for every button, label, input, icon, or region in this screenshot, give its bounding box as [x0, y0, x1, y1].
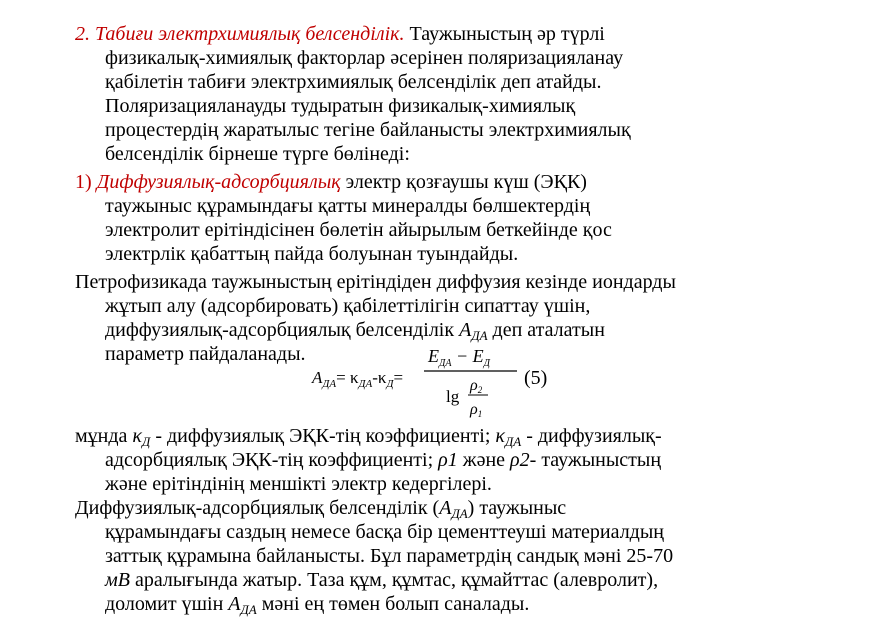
paragraph-3-line-4: параметр пайдаланады. — [105, 343, 306, 365]
svg-text:AДА= κДА-κД=: $A_{ДА}= \kappa_{ДА}-\kappa_Д=$ — [312, 368, 404, 390]
paragraph-3-line-2: жұтып алу (адсорбировать) қабілеттілігін сипаттау үшін, — [105, 295, 591, 317]
svg-text:ρ2: ρ2 — [470, 377, 483, 395]
formula-lg: lg — [446, 387, 460, 406]
paragraph-2-line-2: таужыныс құрамындағы қатты минералды бөлшектердің — [105, 195, 591, 217]
formula-numerator-E1: E — [428, 346, 439, 366]
paragraph-5-line-5: доломит үшін $A_{ДА}$ мәні ең төмен болып саналады. — [105, 593, 530, 617]
paragraph-1-line-3: қабілетін табиғи электрхимиялық белсенділік деп атайды. — [105, 71, 602, 93]
paragraph-1-line-2: физикалық-химиялық факторлар әсерінен поляризацияланау — [105, 47, 624, 69]
term-diffusion-adsorption: Диффузиялық-адсорбциялық — [96, 171, 341, 193]
formula-rho1: ρ — [470, 401, 478, 418]
paragraph-5-line-3: заттық құрамына байланысты. Бұл параметрдің сандық мәні 25-70 — [105, 545, 674, 567]
symbol-A: A — [459, 319, 472, 341]
formula-5 — [312, 346, 572, 418]
paragraph-2-line-3: электролит ерітіндісінен бөлетін айырылым беткейінде қос — [105, 219, 612, 241]
svg-text:ρ1: ρ1 — [470, 401, 483, 419]
paragraph-4-line-2: адсорбциялық ЭҚК-тің коэффициенті; ρ1 және ρ2- таужыныстың — [105, 449, 662, 471]
formula-lhs-A: A — [312, 368, 323, 387]
paragraph-2-line-1: 1) Диффузиялық-адсорбциялық электр қозғаушы күш (ЭҚК) — [75, 171, 587, 193]
paragraph-3-line-1: Петрофизикада таужыныстың ерітіндіден диффузия кезінде иондарды — [75, 271, 676, 293]
equation-number: (5) — [524, 367, 548, 389]
svg-text:EДА − EД: $E_{ДА} - E_Д$ — [428, 346, 491, 369]
paragraph-5-line-2: құрамындағы саздың немесе басқа бір цементтеуші материалдың — [105, 521, 664, 543]
formula-rho2: ρ — [470, 377, 478, 394]
paragraph-4-line-3: және ерітіндінің меншікті электр кедергілері. — [105, 473, 492, 495]
paragraph-1-line-6: белсенділік бірнеше түрге бөлінеді: — [105, 143, 410, 165]
paragraph-1-line-4: Поляризацияланауды тудыратын физикалық-химиялық — [105, 95, 576, 117]
list-number: 1) — [75, 171, 92, 193]
paragraph-5-line-1: Диффузиялық-адсорбциялық белсенділік $(A_{ДА})$ таужыныс — [75, 497, 567, 521]
section-heading: 2. Табиғи электрхимиялық белсенділік. — [75, 23, 405, 45]
paragraph-1-line-1: 2. Табиғи электрхимиялық белсенділік. Таужыныстың әр түрлі — [75, 23, 605, 45]
paragraph-5-line-4: мВ аралығында жатыр. Таза құм, құмтас, құмайттас (алевролит), — [105, 569, 659, 591]
paragraph-3-line-3: диффузиялық-адсорбциялық белсенділік $A_{ДА}$ деп аталатын — [105, 319, 605, 343]
paragraph-1-line-5: процестердің жаратылыс тегіне байланысты электрхимиялық — [105, 119, 631, 141]
paragraph-2-line-4: электрлік қабаттың пайда болуынан туындайды. — [105, 243, 519, 265]
paragraph-4-line-1: мұнда $\kappa_Д$ - диффузиялық ЭҚК-тің коэффициенті; $\kappa_{ДА}$ - диффузиялық- — [75, 425, 662, 449]
